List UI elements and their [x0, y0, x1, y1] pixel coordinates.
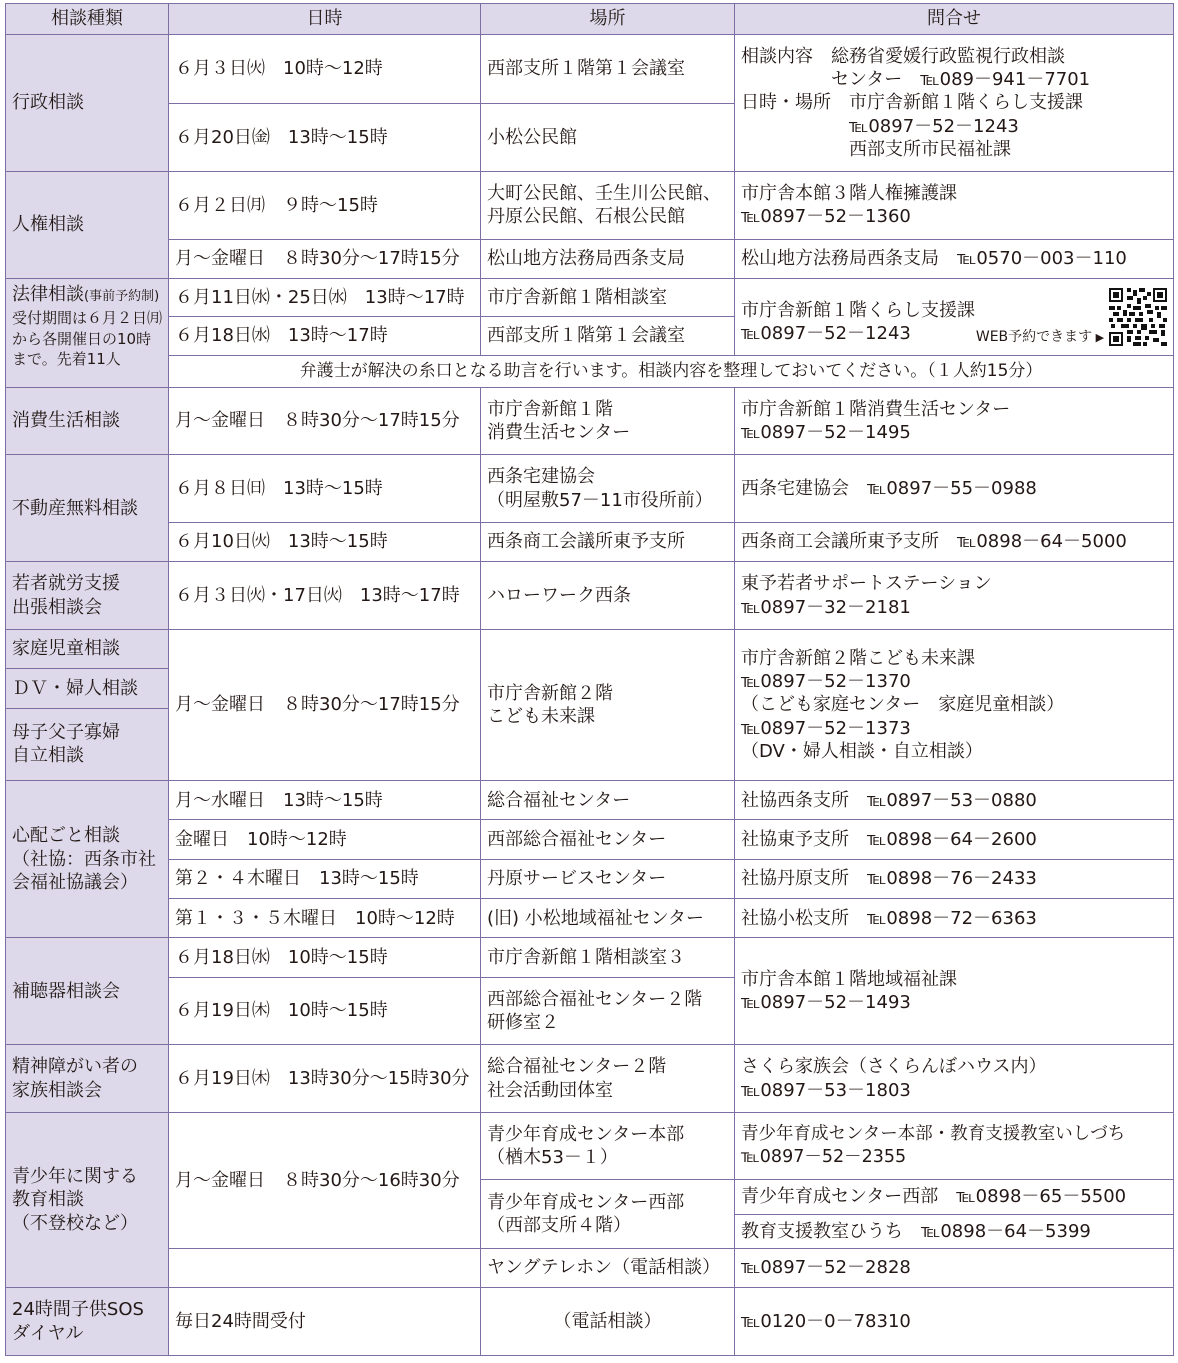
- contact-cell: 市庁舎本館１階地域福祉課 ℡0897－52－1493: [735, 938, 1174, 1045]
- table-row: [6, 1288, 1174, 1356]
- law-note: 受付期間は６月２日㈪から各開催日の10時まで。先着11人: [12, 309, 163, 368]
- type-cell: ＤＶ・婦人相談: [6, 669, 169, 708]
- contact-cell: 松山地方法務局西条支局 ℡0570－003－110: [735, 239, 1174, 278]
- schedule-cell: 月〜金曜日 ８時30分〜16時30分: [169, 1112, 481, 1248]
- schedule-cell: [169, 1248, 481, 1287]
- type-cell: 若者就労支援 出張相談会: [6, 562, 169, 630]
- table-row: [6, 279, 1174, 317]
- type-cell: 家庭児童相談: [6, 629, 169, 668]
- place-cell: 総合福祉センター２階 社会活動団体室: [481, 1045, 735, 1113]
- schedule-cell: ６月19日㈭ 13時30分〜15時30分: [169, 1045, 481, 1113]
- place-cell: 大町公民館、壬生川公民館、 丹原公民館、石根公民館: [481, 172, 735, 240]
- schedule-cell: 金曜日 10時〜12時: [169, 820, 481, 859]
- place-cell: ハローワーク西条: [481, 562, 735, 630]
- contact-cell: 社協西条支所 ℡0897－53－0880: [735, 781, 1174, 820]
- table-row: [6, 899, 1174, 938]
- table-row: [6, 629, 1174, 668]
- type-cell: 行政相談: [6, 35, 169, 172]
- schedule-cell: ６月３日㈫・17日㈫ 13時〜17時: [169, 562, 481, 630]
- contact-cell: さくら家族会（さくらんぼハウス内） ℡0897－53－1803: [735, 1045, 1174, 1113]
- place-cell: 西部総合福祉センター: [481, 820, 735, 859]
- table-row: [6, 781, 1174, 820]
- table-row: [6, 355, 1174, 387]
- schedule-cell: 月〜水曜日 13時〜15時: [169, 781, 481, 820]
- table-row: [6, 562, 1174, 630]
- table-row: [6, 859, 1174, 898]
- type-cell: 24時間子供SOS ダイヤル: [6, 1288, 169, 1356]
- schedule-cell: 月〜金曜日 ８時30分〜17時15分: [169, 387, 481, 455]
- type-cell: 補聴器相談会: [6, 938, 169, 1045]
- schedule-cell: ６月11日㈬・25日㈬ 13時〜17時: [169, 279, 481, 317]
- header-contact: 問合せ: [735, 4, 1174, 35]
- header-place: 場所: [481, 4, 735, 35]
- contact-cell: 社協東予支所 ℡0898－64－2600: [735, 820, 1174, 859]
- contact-cell: 東予若者サポートステーション ℡0897－32－2181: [735, 562, 1174, 630]
- type-cell: 青少年に関する 教育相談 （不登校など）: [6, 1112, 169, 1287]
- contact-cell: 市庁舎新館１階消費生活センター ℡0897－52－1495: [735, 387, 1174, 455]
- place-cell: 市庁舎新館１階相談室３: [481, 938, 735, 977]
- place-cell: 西部支所１階第１会議室: [481, 317, 735, 355]
- contact-cell: 市庁舎新館２階こども未来課 ℡0897－52－1370 （こども家庭センター 家庭児童相談） ℡0897－52－1373 （DV・婦人相談・自立相談）: [735, 629, 1174, 780]
- place-cell: 丹原サービスセンター: [481, 859, 735, 898]
- place-cell: 松山地方法務局西条支局: [481, 239, 735, 278]
- contact-cell: 社協小松支所 ℡0898－72－6363: [735, 899, 1174, 938]
- place-cell: 西条商工会議所東予支所: [481, 523, 735, 562]
- place-cell: 小松公民館: [481, 103, 735, 172]
- schedule-cell: ６月19日㈭ 10時〜15時: [169, 977, 481, 1045]
- web-reservation-link[interactable]: WEB予約できます ▶: [976, 328, 1104, 346]
- contact-cell: 相談内容 総務省愛媛行政監視行政相談 センター ℡089－941－7701 日時・場所 市庁舎新館１階くらし支援課 ℡0897－52－1243 西部支所市民福祉課: [735, 35, 1174, 172]
- type-cell: 精神障がい者の 家族相談会: [6, 1045, 169, 1113]
- schedule-cell: 第２・４木曜日 13時〜15時: [169, 859, 481, 898]
- place-cell: 西部支所１階第１会議室: [481, 35, 735, 104]
- place-cell: (旧) 小松地域福祉センター: [481, 899, 735, 938]
- type-cell: 消費生活相談: [6, 387, 169, 455]
- place-cell: 西部総合福祉センター２階 研修室２: [481, 977, 735, 1045]
- contact-cell: 青少年育成センター本部・教育支援教室いしづち ℡0897－52－2355: [735, 1112, 1174, 1180]
- place-cell: 西条宅建協会 （明屋敷57－11市役所前）: [481, 455, 735, 523]
- qr-code-icon[interactable]: [1109, 288, 1167, 346]
- schedule-cell: ６月18日㈬ 10時〜15時: [169, 938, 481, 977]
- table-row: [6, 1248, 1174, 1287]
- table-row: [6, 35, 1174, 104]
- schedule-cell: ６月２日㈪ ９時〜15時: [169, 172, 481, 240]
- table-header-row: [6, 4, 1174, 35]
- place-cell: 市庁舎新館１階 消費生活センター: [481, 387, 735, 455]
- contact-cell: 市庁舎本館３階人権擁護課 ℡0897－52－1360: [735, 172, 1174, 240]
- contact-cell: 社協丹原支所 ℡0898－76－2433: [735, 859, 1174, 898]
- table-row: [6, 455, 1174, 523]
- schedule-cell: 第１・３・５木曜日 10時〜12時: [169, 899, 481, 938]
- place-cell: 総合福祉センター: [481, 781, 735, 820]
- type-cell: 心配ごと相談 （社協：西条市社会福祉協議会）: [6, 781, 169, 938]
- type-cell: 母子父子寡婦 自立相談: [6, 708, 169, 781]
- consultation-table: [5, 3, 1174, 1356]
- type-cell: 人権相談: [6, 172, 169, 279]
- contact-cell: 西条商工会議所東予支所 ℡0898－64－5000: [735, 523, 1174, 562]
- schedule-cell: ６月18日㈬ 13時〜17時: [169, 317, 481, 355]
- law-reservation-label: (事前予約制): [84, 289, 160, 304]
- table-row: [6, 1045, 1174, 1113]
- contact-cell: ℡0120－0－78310: [735, 1288, 1174, 1356]
- law-footer-note: 弁護士が解決の糸口となる助言を行います。相談内容を整理しておいてください。（１人約15分）: [169, 355, 1174, 387]
- schedule-cell: ６月10日㈫ 13時〜15時: [169, 523, 481, 562]
- schedule-cell: 月〜金曜日 ８時30分〜17時15分: [169, 629, 481, 780]
- contact-cell: 西条宅建協会 ℡0897－55－0988: [735, 455, 1174, 523]
- header-type: 相談種類: [6, 4, 169, 35]
- place-cell: （電話相談）: [481, 1288, 735, 1356]
- law-contact-text: 市庁舎新館１階くらし支援課 ℡0897－52－1243: [741, 300, 975, 345]
- schedule-cell: ６月８日㈰ 13時〜15時: [169, 455, 481, 523]
- type-cell: 不動産無料相談: [6, 455, 169, 562]
- place-cell: 市庁舎新館１階相談室: [481, 279, 735, 317]
- place-cell: 青少年育成センター本部 （楢木53－１）: [481, 1112, 735, 1180]
- contact-cell: ℡0897－52－2828: [735, 1248, 1174, 1287]
- table-row: [6, 387, 1174, 455]
- table-row: [6, 172, 1174, 240]
- place-cell: ヤングテレホン（電話相談）: [481, 1248, 735, 1287]
- contact-cell: [735, 279, 1174, 356]
- schedule-cell: ６月３日㈫ 10時〜12時: [169, 35, 481, 104]
- law-type-label: 法律相談: [12, 284, 84, 305]
- table-row: [6, 938, 1174, 977]
- header-datetime: 日時: [169, 4, 481, 35]
- contact-cell: 青少年育成センター西部 ℡0898－65－5500: [735, 1180, 1174, 1214]
- schedule-cell: ６月20日㈮ 13時〜15時: [169, 103, 481, 172]
- schedule-cell: 毎日24時間受付: [169, 1288, 481, 1356]
- contact-cell: 教育支援教室ひうち ℡0898－64－5399: [735, 1214, 1174, 1248]
- type-cell: [6, 279, 169, 388]
- place-cell: 青少年育成センター西部 （西部支所４階）: [481, 1180, 735, 1249]
- table-row: [6, 523, 1174, 562]
- table-row: [6, 239, 1174, 278]
- table-row: [6, 820, 1174, 859]
- schedule-cell: 月〜金曜日 ８時30分〜17時15分: [169, 239, 481, 278]
- place-cell: 市庁舎新館２階 こども未来課: [481, 629, 735, 780]
- table-row: [6, 1112, 1174, 1180]
